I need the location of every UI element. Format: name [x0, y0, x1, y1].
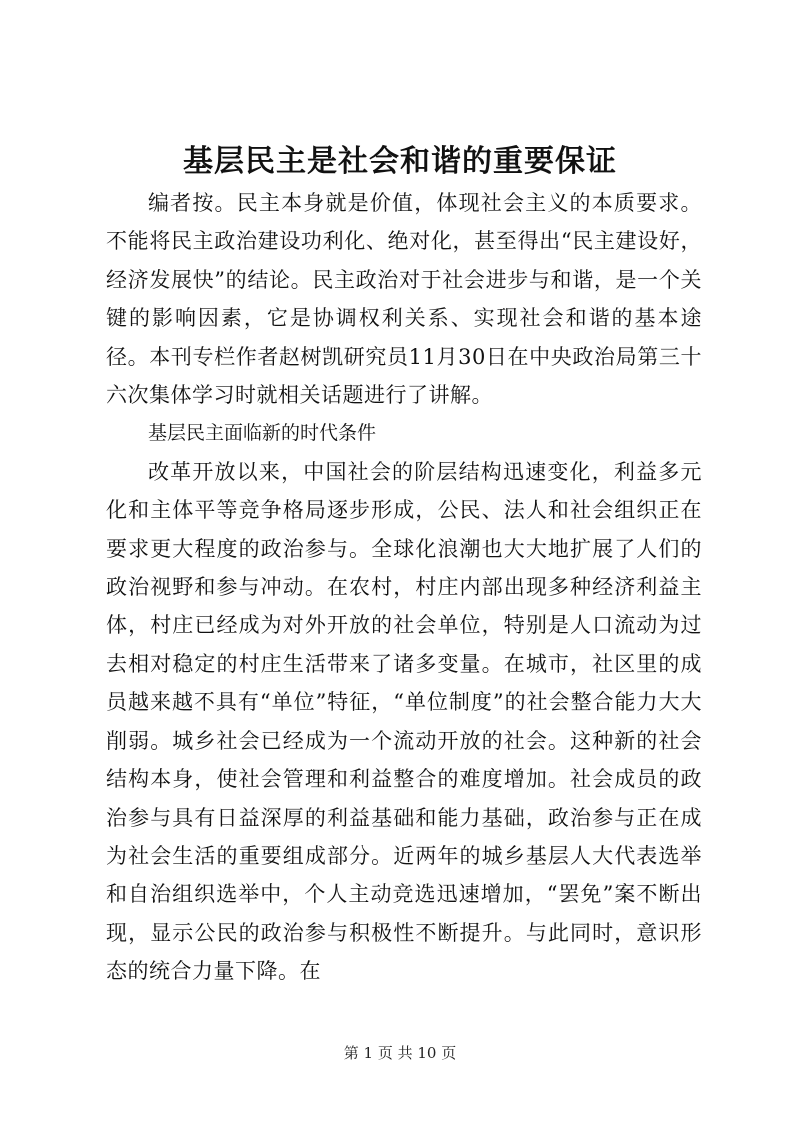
body-paragraph: 改革开放以来，中国社会的阶层结构迅速变化，利益多元化和主体平等竞争格局逐步形成，公民、法人和社会组织正在要求更大程度的政治参与。全球化浪潮也大大地扩展了人们的政治视野和参与冲动。在农村，村庄内部出现多种经济利益主体，村庄已经成为对外开放的社会单位，特别是人口流动为过去相对稳定的村庄生活带来了诸多变量。在城市，社区里的成员越来越不具有“单位”特征，“单位制度”的社会整合能力大大削弱。城乡社会已经成为一个流动开放的社会。这种新的社会结构本身，使社会管理和利益整合的难度增加。社会成员的政治参与具有日益深厚的利益基础和能力基础，政治参与正在成为社会生活的重要组成部分。近两年的城乡基层人大代表选举和自治组织选举中，个人主动竞选迅速增加，“罢免”案不断出现，显示公民的政治参与积极性不断提升。与此同时，意识形态的统合力量下降。在	[106, 459, 702, 984]
editor-note-paragraph: 编者按。民主本身就是价值，体现社会主义的本质要求。不能将民主政治建设功利化、绝对化，甚至得出“民主建设好，经济发展快”的结论。民主政治对于社会进步与和谐，是一个关键的影响因素，它是协调权利关系、实现社会和谐的基本途径。本刊专栏作者赵树凯研究员11月30日在中央政治局第三十六次集体学习时就相关话题进行了讲解。	[106, 191, 702, 408]
page-footer: 第 1 页 共 10 页	[343, 1044, 457, 1062]
section-subheading: 基层民主面临新的时代条件	[148, 422, 377, 445]
document-body	[106, 184, 702, 991]
page-title: 基层民主是社会和谐的重要保证	[183, 144, 617, 179]
